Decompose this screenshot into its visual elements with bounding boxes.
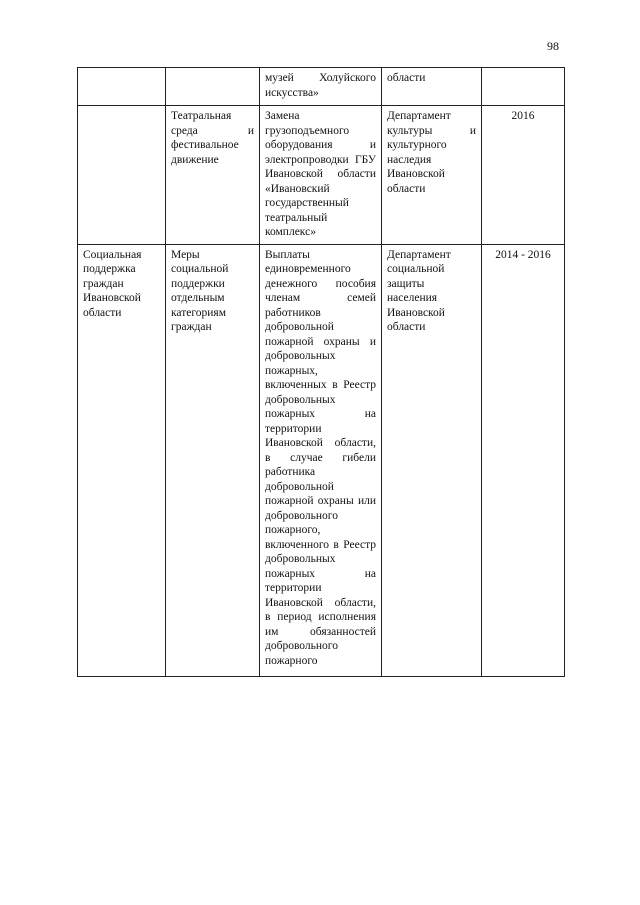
cell-line: Социальная [83, 248, 142, 261]
cell-line: работников [265, 306, 321, 319]
cell-line: театральный [265, 211, 328, 224]
cell-line: области [387, 72, 426, 84]
cell-line: Театральная [171, 110, 232, 122]
cell-line: Замена [265, 110, 300, 122]
cell-line: добровольной [265, 480, 334, 493]
cell-line: в период исполнения [265, 611, 376, 623]
cell-line: добровольных [265, 553, 336, 565]
cell-line: пожарной охраны и [265, 335, 376, 348]
cell-line: работника [265, 466, 316, 478]
cell-line: пожарных, [265, 364, 318, 377]
cell-line: комплекс» [265, 226, 316, 238]
cell-line: социальной [387, 263, 445, 275]
cell-line: включенных в Реестр [265, 379, 376, 391]
cell-line: «Ивановский [265, 182, 330, 195]
cell-line: Меры [171, 248, 200, 261]
cell-line: денежного пособия [265, 277, 376, 290]
cell-measure [260, 106, 382, 245]
cell-line: Департамент [387, 248, 451, 261]
cell-line: движение [171, 153, 219, 166]
cell-line: Ивановской области, [265, 437, 376, 449]
cell-line: Выплаты [265, 248, 310, 261]
cell-line: области [387, 321, 426, 333]
cell-program [78, 68, 166, 106]
cell-period: 2016 [482, 106, 565, 245]
cell-line: области [387, 182, 426, 195]
cell-program [78, 106, 166, 245]
cell-line: среда и [171, 124, 254, 137]
cell-line: области [83, 306, 122, 319]
cell-line: фестивальное [171, 139, 239, 151]
cell-line: пожарных на [265, 567, 376, 580]
cell-line: добровольного [265, 640, 338, 652]
cell-line: социальной [171, 263, 229, 275]
cell-line: отдельным [171, 292, 225, 304]
cell-line: категориям [171, 306, 227, 319]
cell-line: оборудования и [265, 139, 376, 151]
cell-line: культуры и [387, 124, 476, 137]
cell-measure [260, 68, 382, 106]
cell-line: Ивановской [387, 306, 445, 319]
cell-line: грузоподъемного [265, 124, 350, 137]
cell-line: добровольных [265, 350, 336, 362]
cell-line: Ивановской области, [265, 596, 376, 609]
cell-subprogram [166, 106, 260, 245]
cell-line: населения [387, 292, 438, 304]
cell-line: им обязанностей [265, 625, 376, 638]
cell-executor [382, 68, 482, 106]
cell-line: граждан [171, 321, 212, 333]
cell-subprogram [166, 244, 260, 676]
cell-line: включенного в Реестр [265, 538, 376, 551]
cell-line: поддержка [83, 263, 136, 275]
cell-period [482, 68, 565, 106]
cell-measure [260, 244, 382, 676]
table-row [78, 106, 565, 245]
cell-executor [382, 244, 482, 676]
cell-line: поддержки [171, 277, 225, 290]
cell-line: музей Холуйского [265, 72, 376, 84]
cell-line: государственный [265, 197, 349, 209]
cell-line: добровольных [265, 393, 336, 406]
cell-line: единовременного [265, 263, 351, 275]
cell-line: электропроводки ГБУ [265, 153, 376, 166]
table-row [78, 68, 565, 106]
cell-line: в случае гибели [265, 451, 376, 464]
cell-line: Ивановской [83, 292, 141, 304]
cell-line: территории [265, 422, 322, 435]
cell-line: искусства» [265, 86, 319, 99]
cell-subprogram [166, 68, 260, 106]
cell-period: 2014 - 2016 [482, 244, 565, 676]
cell-line: граждан [83, 277, 124, 290]
cell-program [78, 244, 166, 676]
cell-line: пожарного [265, 654, 318, 667]
cell-line: пожарной охраны или [265, 495, 376, 507]
program-table [77, 67, 565, 677]
table-row [78, 244, 565, 676]
cell-executor [382, 106, 482, 245]
cell-line: Департамент [387, 110, 451, 122]
cell-line: пожарных на [265, 408, 376, 420]
cell-line: культурного [387, 139, 447, 151]
cell-line: пожарного, [265, 524, 321, 536]
cell-line: добровольной [265, 321, 334, 333]
cell-line: наследия [387, 153, 432, 166]
cell-line: защиты [387, 277, 425, 290]
cell-line: добровольного [265, 509, 338, 522]
page-number: 98 [547, 39, 559, 53]
cell-line: членам семей [265, 292, 376, 304]
cell-line: территории [265, 582, 322, 594]
cell-line: Ивановской области [265, 168, 376, 180]
cell-line: Ивановской [387, 168, 445, 180]
